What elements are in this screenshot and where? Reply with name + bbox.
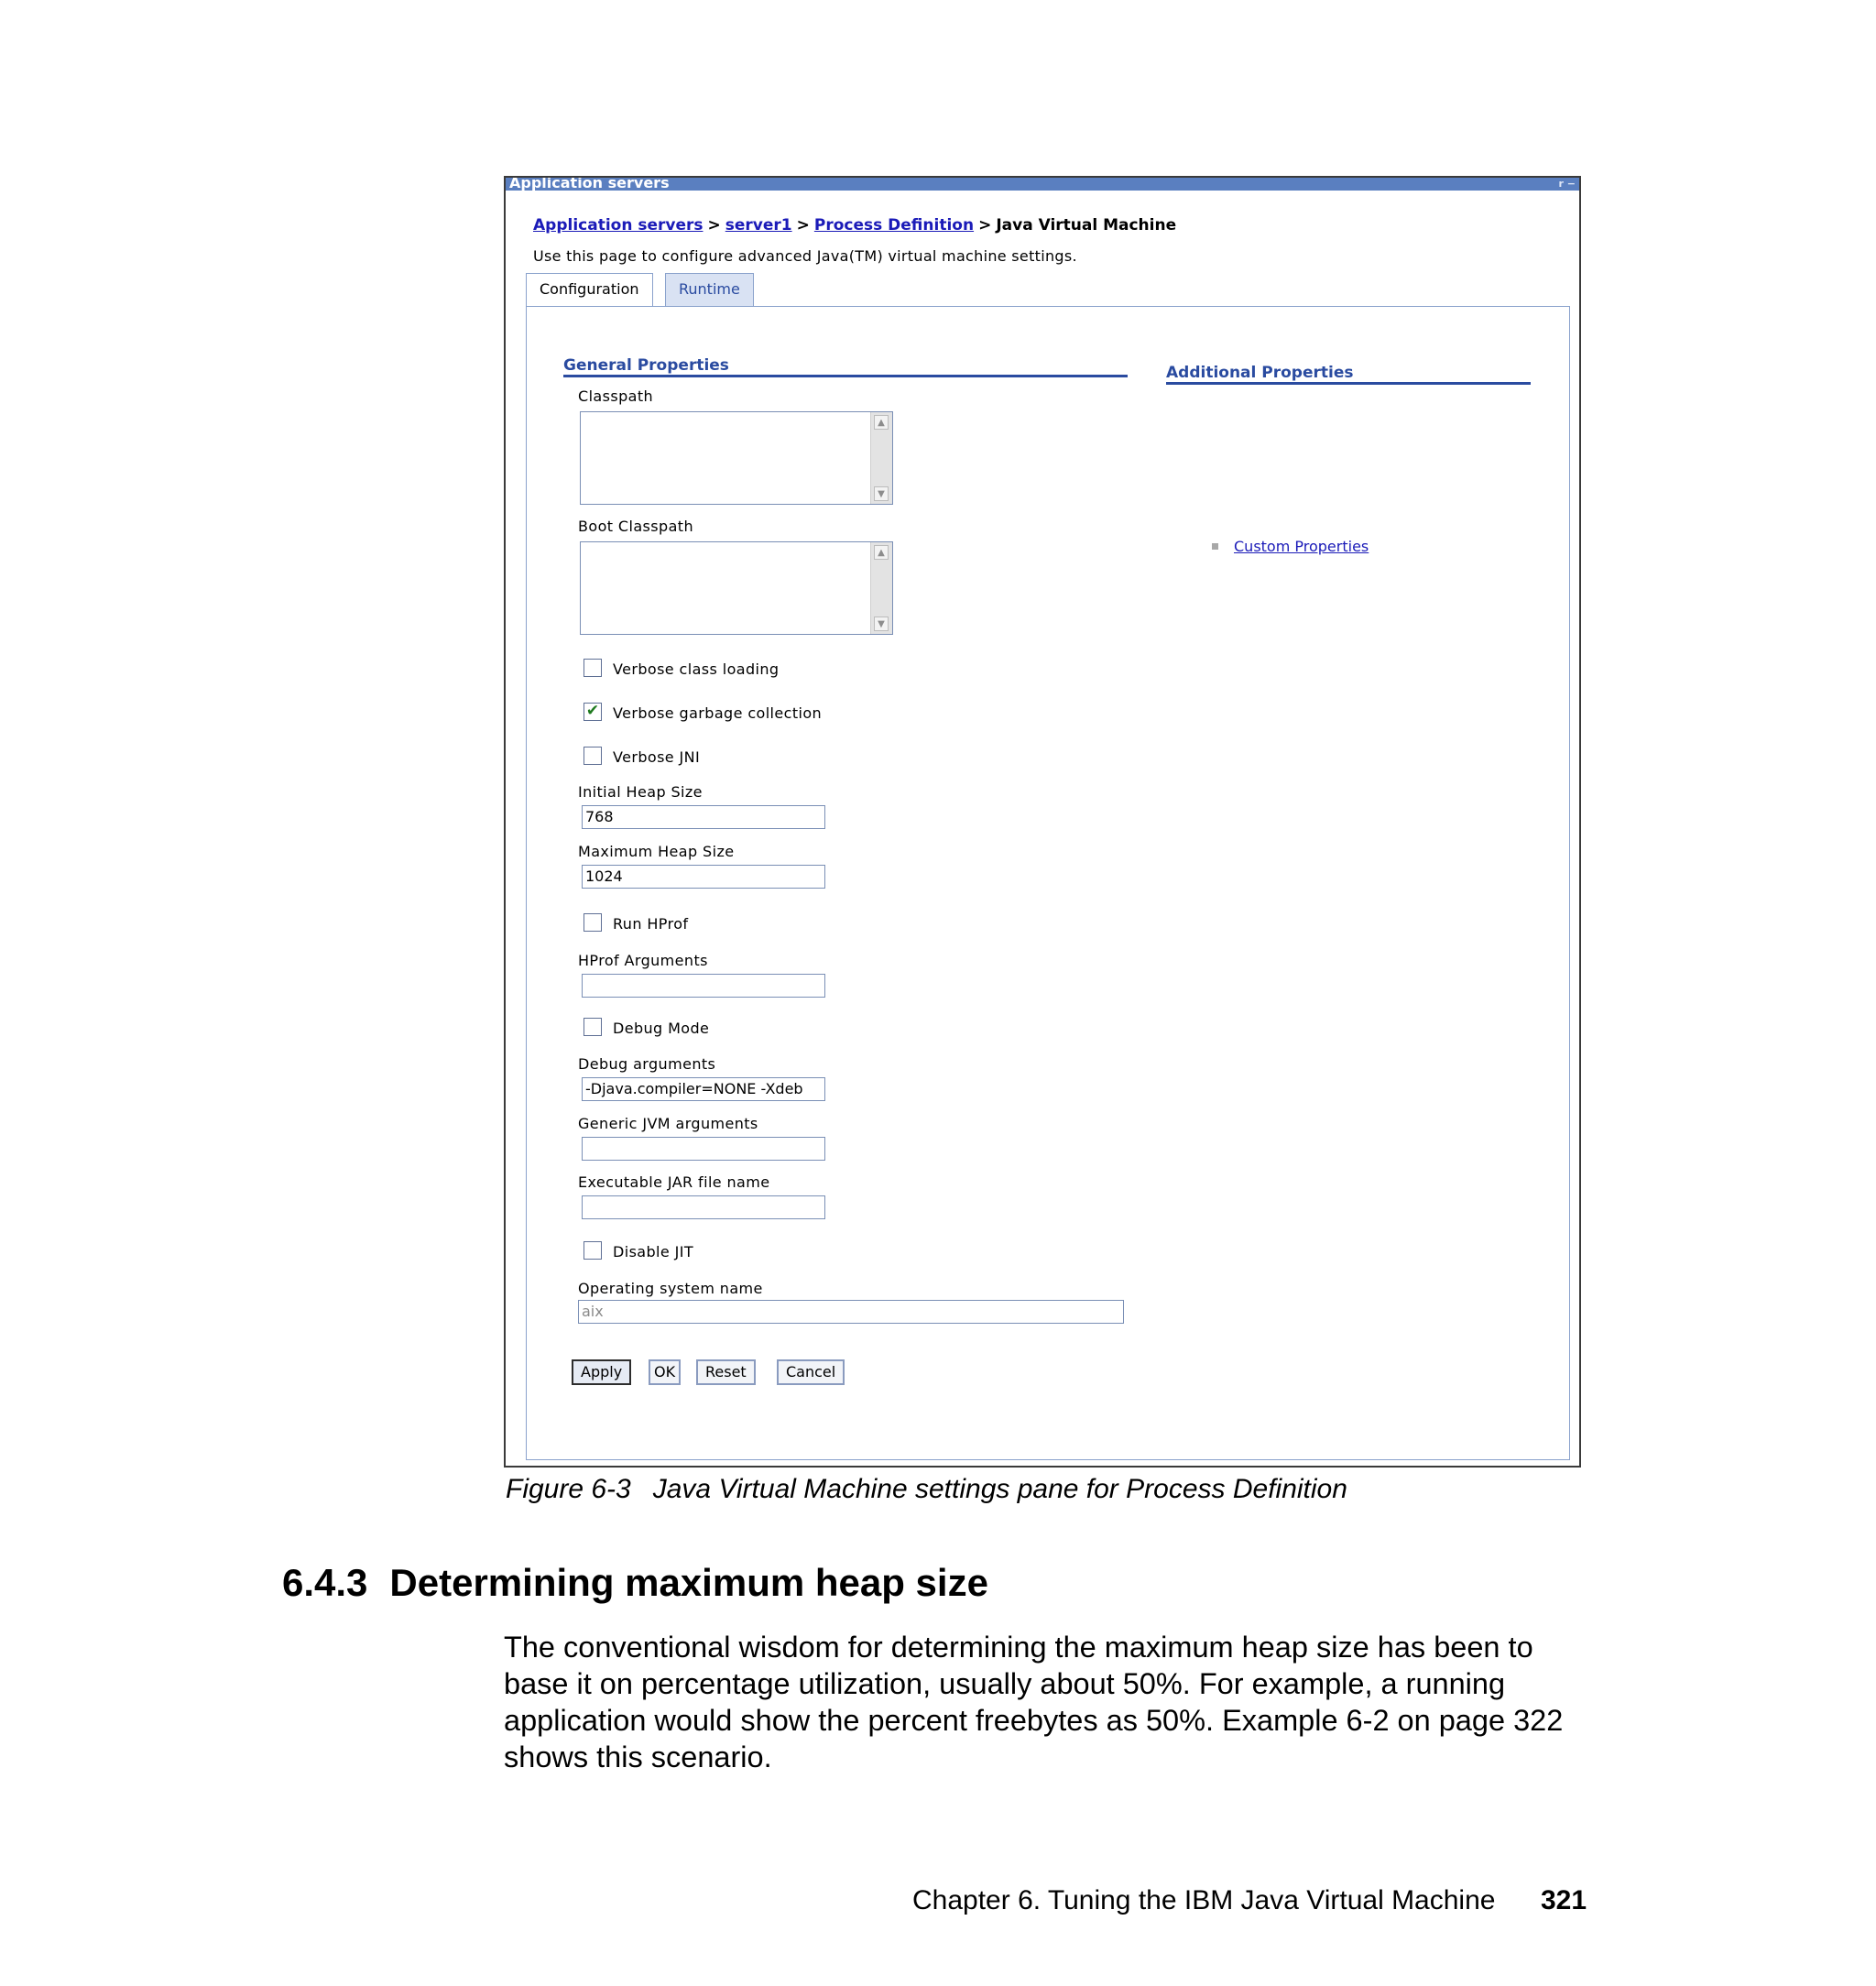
paragraph-line: shows this scenario. xyxy=(504,1740,772,1773)
section-heading xyxy=(282,1561,988,1605)
scroll-up-icon[interactable]: ▲ xyxy=(874,415,889,430)
paragraph-line: application would show the percent freebytes as 50%. Example 6-2 on page 322 xyxy=(504,1704,1564,1737)
scroll-down-icon[interactable]: ▼ xyxy=(874,617,889,631)
figure-caption xyxy=(506,1474,1347,1505)
classpath-label: Classpath xyxy=(578,387,654,405)
tab-configuration[interactable]: Configuration xyxy=(526,273,653,306)
disable-jit-checkbox[interactable] xyxy=(584,1241,602,1260)
bullet-icon xyxy=(1212,543,1218,550)
initial-heap-input[interactable]: 768 xyxy=(582,805,825,829)
generic-jvm-args-label: Generic JVM arguments xyxy=(578,1115,758,1132)
ok-button[interactable]: OK xyxy=(649,1359,681,1385)
tab-runtime[interactable]: Runtime xyxy=(665,273,754,306)
verbose-jni-label: Verbose JNI xyxy=(613,748,701,766)
verbose-gc-checkbox[interactable]: ✔ xyxy=(584,703,602,721)
additional-properties-heading: Additional Properties xyxy=(1166,364,1354,382)
window-controls-icon[interactable]: r − xyxy=(1558,178,1576,190)
max-heap-label: Maximum Heap Size xyxy=(578,843,735,860)
boot-classpath-textarea[interactable] xyxy=(580,541,893,635)
hprof-args-input[interactable] xyxy=(582,974,825,998)
tab-content xyxy=(526,306,1570,1460)
breadcrumb-separator: > xyxy=(796,216,810,235)
breadcrumb-link-process-definition[interactable]: Process Definition xyxy=(813,216,975,235)
custom-properties-link[interactable]: Custom Properties xyxy=(1234,538,1369,555)
run-hprof-checkbox[interactable] xyxy=(584,913,602,932)
section-divider xyxy=(563,375,1128,377)
breadcrumb-separator: > xyxy=(707,216,721,235)
initial-heap-label: Initial Heap Size xyxy=(578,783,703,801)
window-title-bar xyxy=(506,178,1579,191)
os-name-label: Operating system name xyxy=(578,1280,763,1297)
footer-chapter: Chapter 6. Tuning the IBM Java Virtual Machine xyxy=(912,1885,1496,1915)
verbose-class-loading-checkbox[interactable] xyxy=(584,659,602,677)
breadcrumb-link-server1[interactable]: server1 xyxy=(725,216,792,235)
figure-number: Figure 6-3 xyxy=(506,1474,631,1504)
hprof-args-label: HProf Arguments xyxy=(578,952,708,969)
section-title: Determining maximum heap size xyxy=(389,1561,988,1604)
general-properties-heading: General Properties xyxy=(563,356,729,375)
figure-caption-text: Java Virtual Machine settings pane for Process Definition xyxy=(652,1474,1347,1504)
page-description: Use this page to configure advanced Java(TM) virtual machine settings. xyxy=(533,247,1077,265)
breadcrumb-separator: > xyxy=(978,216,992,235)
scrollbar[interactable] xyxy=(870,412,892,504)
debug-args-label: Debug arguments xyxy=(578,1055,716,1073)
breadcrumb xyxy=(533,216,1176,235)
debug-mode-label: Debug Mode xyxy=(613,1020,710,1037)
section-divider xyxy=(1166,382,1531,385)
exec-jar-input[interactable] xyxy=(582,1195,825,1219)
paragraph-line: base it on percentage utilization, usually about 50%. For example, a running xyxy=(504,1667,1506,1700)
reset-button[interactable]: Reset xyxy=(696,1359,756,1385)
disable-jit-label: Disable JIT xyxy=(613,1243,694,1260)
debug-args-input[interactable]: -Djava.compiler=NONE -Xdeb xyxy=(582,1077,825,1101)
jvm-settings-screenshot xyxy=(504,176,1581,1468)
section-number: 6.4.3 xyxy=(282,1561,368,1604)
debug-mode-checkbox[interactable] xyxy=(584,1018,602,1036)
breadcrumb-link-application-servers[interactable]: Application servers xyxy=(533,216,704,235)
breadcrumb-current: Java Virtual Machine xyxy=(996,216,1177,235)
body-paragraph xyxy=(504,1629,1603,1775)
scrollbar[interactable] xyxy=(870,542,892,634)
verbose-gc-label: Verbose garbage collection xyxy=(613,704,823,722)
generic-jvm-args-input[interactable] xyxy=(582,1137,825,1161)
window-title: Application servers xyxy=(509,178,670,191)
run-hprof-label: Run HProf xyxy=(613,915,689,933)
verbose-jni-checkbox[interactable] xyxy=(584,747,602,765)
apply-button[interactable]: Apply xyxy=(572,1359,631,1385)
boot-classpath-label: Boot Classpath xyxy=(578,518,693,535)
verbose-class-loading-label: Verbose class loading xyxy=(613,660,780,678)
exec-jar-label: Executable JAR file name xyxy=(578,1173,770,1191)
cancel-button[interactable]: Cancel xyxy=(777,1359,845,1385)
page-number: 321 xyxy=(1541,1885,1587,1915)
classpath-textarea[interactable] xyxy=(580,411,893,505)
scroll-down-icon[interactable]: ▼ xyxy=(874,486,889,501)
paragraph-line: The conventional wisdom for determining the maximum heap size has been to xyxy=(504,1631,1533,1664)
max-heap-input[interactable]: 1024 xyxy=(582,865,825,889)
scroll-up-icon[interactable]: ▲ xyxy=(874,545,889,560)
os-name-input[interactable]: aix xyxy=(578,1300,1124,1324)
